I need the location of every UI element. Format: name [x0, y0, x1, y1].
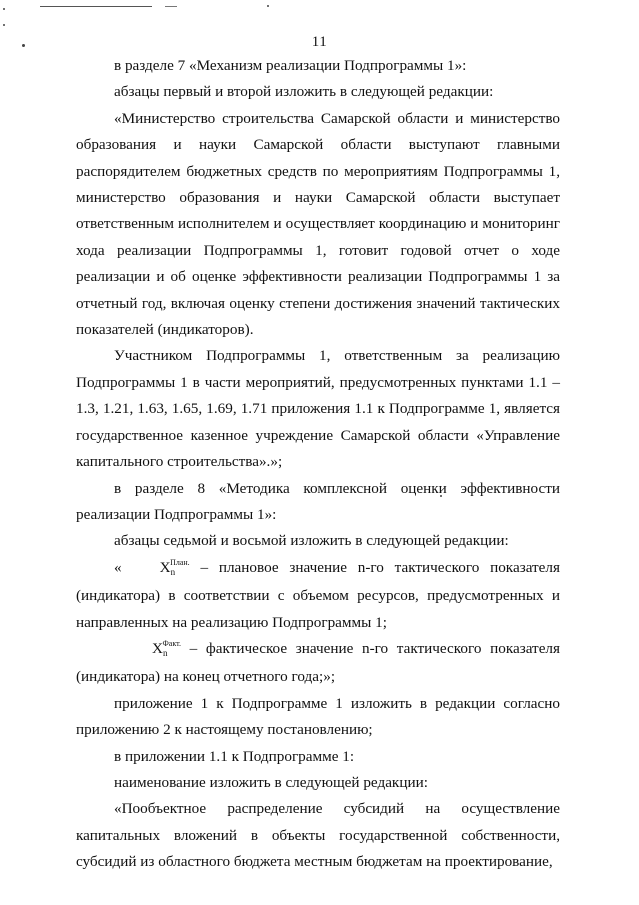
text-line: направленных на реализацию Подпрограммы 1;: [76, 613, 387, 631]
scan-speck: [3, 8, 5, 10]
paragraph-actual-value: [76, 636, 560, 691]
text-line: приложению 2 к настоящему постановлению;: [76, 721, 373, 739]
paragraph-title-instruction: наименование изложить в следующей редакции:: [114, 773, 428, 791]
paragraph-edit-instruction: абзацы первый и второй изложить в следующей редакции:: [114, 83, 494, 101]
scan-top-rule: [40, 6, 152, 7]
paragraph-section7-intro: в разделе 7 «Механизм реализации Подпрограммы 1»:: [114, 57, 467, 74]
text-line: [76, 636, 560, 664]
symbol-superscript: План.: [170, 557, 190, 567]
symbol-subscript: n: [170, 566, 176, 577]
text-line: образования и науки Самарской области выступают главными: [76, 136, 560, 154]
text-line: показателей (индикаторов).: [76, 321, 254, 339]
text-line: государственное казенное учреждение Самарской области «Управление: [76, 426, 560, 444]
text-line: приложение 1 к Подпрограмме 1 изложить в редакции согласно: [114, 694, 560, 712]
paragraph-planned-value: [76, 555, 560, 636]
symbol-x: X: [159, 558, 171, 576]
text-line: отчетный год, включая оценку степени достижения значений тактических: [76, 294, 560, 312]
text-line: реализации и об оценке эффективности реализации Подпрограммы 1 за: [76, 268, 560, 286]
text-line: Участником Подпрограммы 1, ответственным за реализацию: [114, 347, 560, 365]
text-line: «Пообъектное распределение субсидий на осуществление: [114, 800, 560, 818]
symbol-superscript: Факт.: [162, 638, 182, 648]
scan-top-rule-fragment: [165, 6, 177, 7]
text-line: Подпрограммы 1 в части мероприятий, предусмотренных пунктами 1.1 –: [76, 373, 560, 391]
document-body: [76, 53, 560, 876]
text-line: ответственным исполнителем и осуществляет координацию и мониторинг: [76, 215, 560, 233]
text-line: распорядителем бюджетных средств по мероприятиям Подпрограммы 1,: [76, 162, 560, 180]
paragraph-appendix1: [76, 691, 560, 744]
text-line: капитального строительства».»;: [76, 453, 283, 471]
formula-symbol-actual: [114, 636, 181, 664]
paragraph-ministry: [76, 106, 560, 344]
text-line: «Министерство строительства Самарской области и министерство: [114, 109, 560, 127]
paragraph-appendix1-1: в приложении 1.1 к Подпрограмме 1:: [114, 747, 355, 765]
open-quote: «: [114, 558, 122, 576]
symbol-x: X: [152, 639, 163, 657]
paragraph-edit-instruction-2: абзацы седьмой и восьмой изложить в следующей редакции:: [114, 532, 509, 550]
formula-symbol-planned: [122, 555, 190, 583]
scan-speck: [3, 24, 5, 26]
definition-text: – плановое значение n-го тактического показателя: [189, 558, 560, 576]
text-line: (индикатора) в соответствии с объемом ресурсов, предусмотренных и: [76, 587, 560, 605]
paragraph-participant: [76, 343, 560, 475]
scan-speck: [267, 5, 269, 7]
text-line: министерство образования и науки Самарской области выступает: [76, 189, 560, 207]
text-line: капитальных вложений в объекты государственной собственности,: [76, 826, 560, 844]
page-number: 11: [311, 34, 328, 50]
text-line: (индикатора) на конец отчетного года;»;: [76, 668, 336, 686]
paragraph-new-title: [76, 796, 560, 875]
text-line: хода реализации Подпрограммы 1, готовит годовой отчет о ходе: [76, 241, 560, 259]
definition-text: – фактическое значение n-го тактического показателя: [181, 639, 560, 657]
symbol-subscript: n: [162, 647, 168, 658]
paragraph-section8: [76, 476, 560, 529]
text-line: реализации Подпрограммы 1»:: [76, 505, 277, 523]
text-line: 1.3, 1.21, 1.63, 1.65, 1.69, 1.71 приложения 1.1 к Подпрограмме 1, является: [76, 400, 560, 418]
text-line: субсидий из областного бюджета местным бюджетам на проектирование,: [76, 853, 553, 871]
text-line: в разделе 8 «Методика комплексной оценки эффективности: [114, 479, 560, 497]
text-line: [76, 555, 560, 583]
